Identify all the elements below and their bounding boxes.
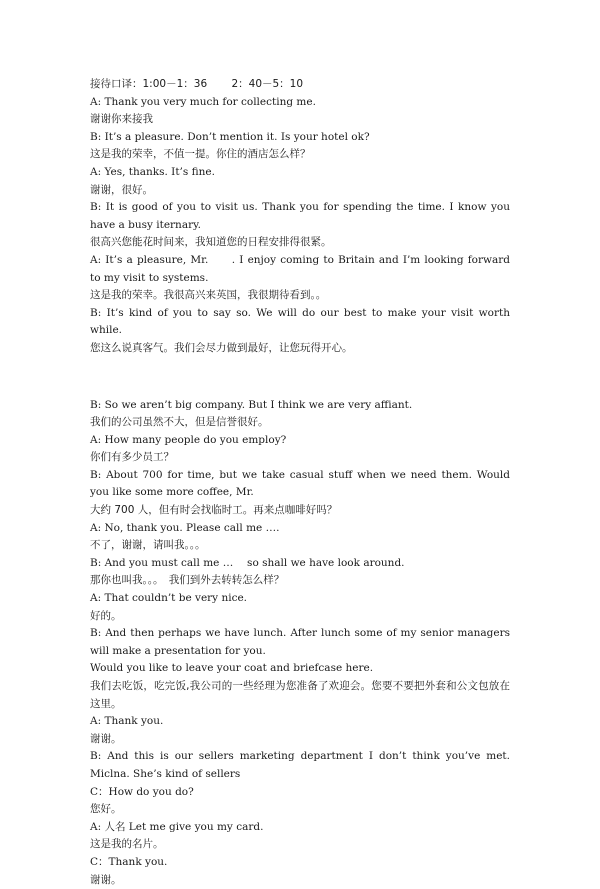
english-line: B: And this is our sellers marketing department I don’t think you’ve met. Miclna. She’s kind of sellers (90, 748, 510, 783)
chinese-line: 那你也叫我。。。 我们到外去转转怎么样？ (90, 572, 510, 590)
chinese-line: 我们去吃饭，吃完饭,我公司的一些经理为您准备了欢迎会。您要不要把外套和公文包放在这里。 (90, 678, 510, 713)
english-line: B: It’s kind of you to say so. We will do our best to make your visit worth while. (90, 305, 510, 340)
english-line: C：How do you do? (90, 784, 510, 802)
english-line: B: And you must call me … so shall we have look around. (90, 555, 510, 573)
chinese-line: 大约 700 人，但有时会找临时工。再来点咖啡好吗？ (90, 502, 510, 520)
chinese-line: 不了，谢谢，请叫我。。。 (90, 537, 510, 555)
english-line: C：Thank you. (90, 854, 510, 872)
chinese-line: 很高兴您能花时间来，我知道您的日程安排得很紧。 (90, 234, 510, 252)
chinese-line: 谢谢。 (90, 872, 510, 889)
chinese-line: 这是我的荣幸，不值一提。你住的酒店怎么样？ (90, 146, 510, 164)
dialogue-section-1 (90, 76, 510, 358)
english-line: B: It’s a pleasure. Don’t mention it. Is your hotel ok? (90, 129, 510, 147)
english-line: A: That couldn’t be very nice. (90, 590, 510, 608)
english-line: A: How many people do you employ? (90, 432, 510, 450)
dialogue-section-2 (90, 397, 510, 889)
dialogue-body (90, 76, 510, 889)
english-line: B: So we aren’t big company. But I think we are very affiant. (90, 397, 510, 415)
chinese-line: 您好。 (90, 801, 510, 819)
chinese-line: 接待口译：1:00－1：36 2：40－5：10 (90, 76, 510, 94)
chinese-line: 你们有多少员工？ (90, 449, 510, 467)
chinese-line: 谢谢，很好。 (90, 182, 510, 200)
section-gap (90, 358, 510, 397)
english-line: Would you like to leave your coat and briefcase here. (90, 660, 510, 678)
english-line: A: 人名 Let me give you my card. (90, 819, 510, 837)
english-line: B: About 700 for time, but we take casual stuff when we need them. Would you like some more coffee, Mr. (90, 467, 510, 502)
chinese-line: 谢谢你来接我 (90, 111, 510, 129)
english-line: A: No, thank you. Please call me …. (90, 520, 510, 538)
english-line: A: Thank you very much for collecting me. (90, 94, 510, 112)
english-line: A: Thank you. (90, 713, 510, 731)
chinese-line: 这是我的名片。 (90, 836, 510, 854)
english-line: A: Yes, thanks. It’s fine. (90, 164, 510, 182)
chinese-line: 谢谢。 (90, 731, 510, 749)
chinese-line: 好的。 (90, 608, 510, 626)
english-line: B: It is good of you to visit us. Thank you for spending the time. I know you have a busy iternary. (90, 199, 510, 234)
english-line: A: It’s a pleasure, Mr. . I enjoy coming to Britain and I’m looking forward to my visit to systems. (90, 252, 510, 287)
chinese-line: 这是我的荣幸。我很高兴来英国，我很期待看到。。 (90, 287, 510, 305)
chinese-line: 您这么说真客气。我们会尽力做到最好，让您玩得开心。 (90, 340, 510, 358)
english-line: B: And then perhaps we have lunch. After lunch some of my senior managers will make a presentation for you. (90, 625, 510, 660)
chinese-line: 我们的公司虽然不大，但是信誉很好。 (90, 414, 510, 432)
